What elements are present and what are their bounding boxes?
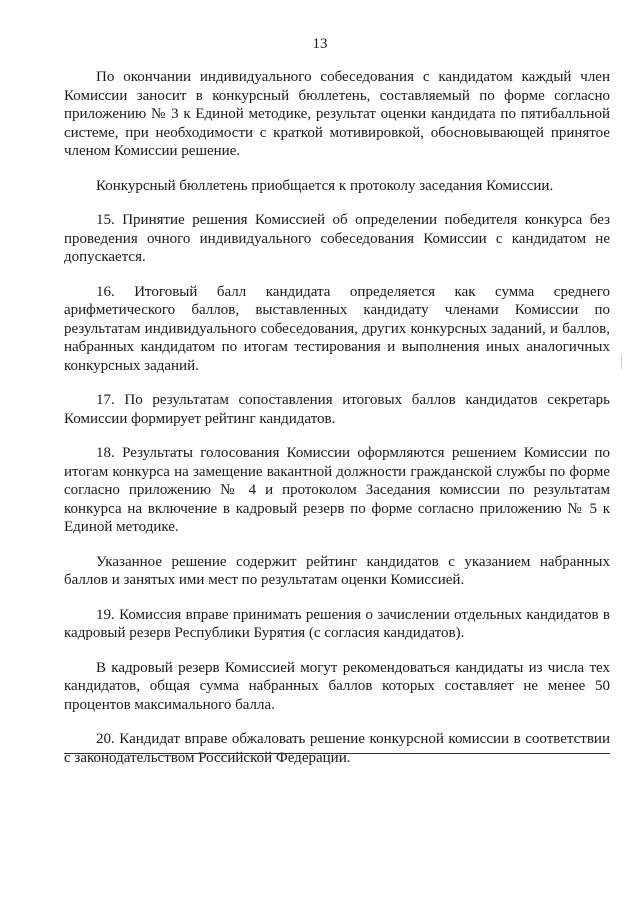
paragraph-interview-bulletin: По окончании индивидуального собеседования с кандидатом каждый член Комиссии заносит в конкурсный бюллетень, составляемый по форме согласно приложению № 3 к Единой методике, результат оценки кандидата по пятибалльной системе, при необходимости с краткой мотивировкой, обосновывающей принятое членом Комиссии решение. xyxy=(64,69,610,159)
document-body xyxy=(64,68,610,783)
paragraph-rating: Указанное решение содержит рейтинг кандидатов с указанием набранных баллов и занятых ими мест по результатам оценки Комиссией. xyxy=(64,553,610,588)
paragraph-item-15: 15. Принятие решения Комиссией об определении победителя конкурса без проведения очного индивидуального собеседования Комиссии с кандидатом не допускается. xyxy=(64,212,610,265)
bottom-divider xyxy=(64,753,610,754)
page-number: 13 xyxy=(312,36,328,52)
paragraph-item-19: 19. Комиссия вправе принимать решения о зачислении отдельных кандидатов в кадровый резерв Республики Бурятия (с согласия кандидатов). xyxy=(64,606,610,641)
scan-artifact xyxy=(621,355,622,369)
paragraph-reserve-recommendation: В кадровый резерв Комиссией могут рекомендоваться кандидаты из числа тех кандидатов, общая сумма набранных баллов которых составляет не менее 50 процентов максимального балла. xyxy=(64,659,610,713)
paragraph-item-18: 18. Результаты голосования Комиссии оформляются решением Комиссии по итогам конкурса на замещение вакантной должности гражданской службы по форме согласно приложению № 4 и протоколом Заседания комиссии по результатам конкурса на включение в кадровый резерв по форме согласно приложению № 5 к Единой методике. xyxy=(64,445,610,535)
paragraph-item-17: 17. По результатам сопоставления итоговых баллов кандидатов секретарь Комиссии формирует рейтинг кандидатов. xyxy=(64,392,610,427)
paragraph-item-16: 16. Итоговый балл кандидата определяется как сумма среднего арифметического баллов, выставленных кандидату членами Комиссии по результатам индивидуального собеседования, других конкурсных заданий, и баллов, набранных кандидатом по итогам тестирования и выполнения иных аналогичных конкурсных заданий. xyxy=(64,283,610,374)
paragraph-item-20: 20. Кандидат вправе обжаловать решение конкурсной комиссии в соответствии с законодательством Российской Федерации. xyxy=(64,731,610,766)
paragraph-bulletin-attached: Конкурсный бюллетень приобщается к протоколу заседания Комиссии. xyxy=(96,177,554,194)
